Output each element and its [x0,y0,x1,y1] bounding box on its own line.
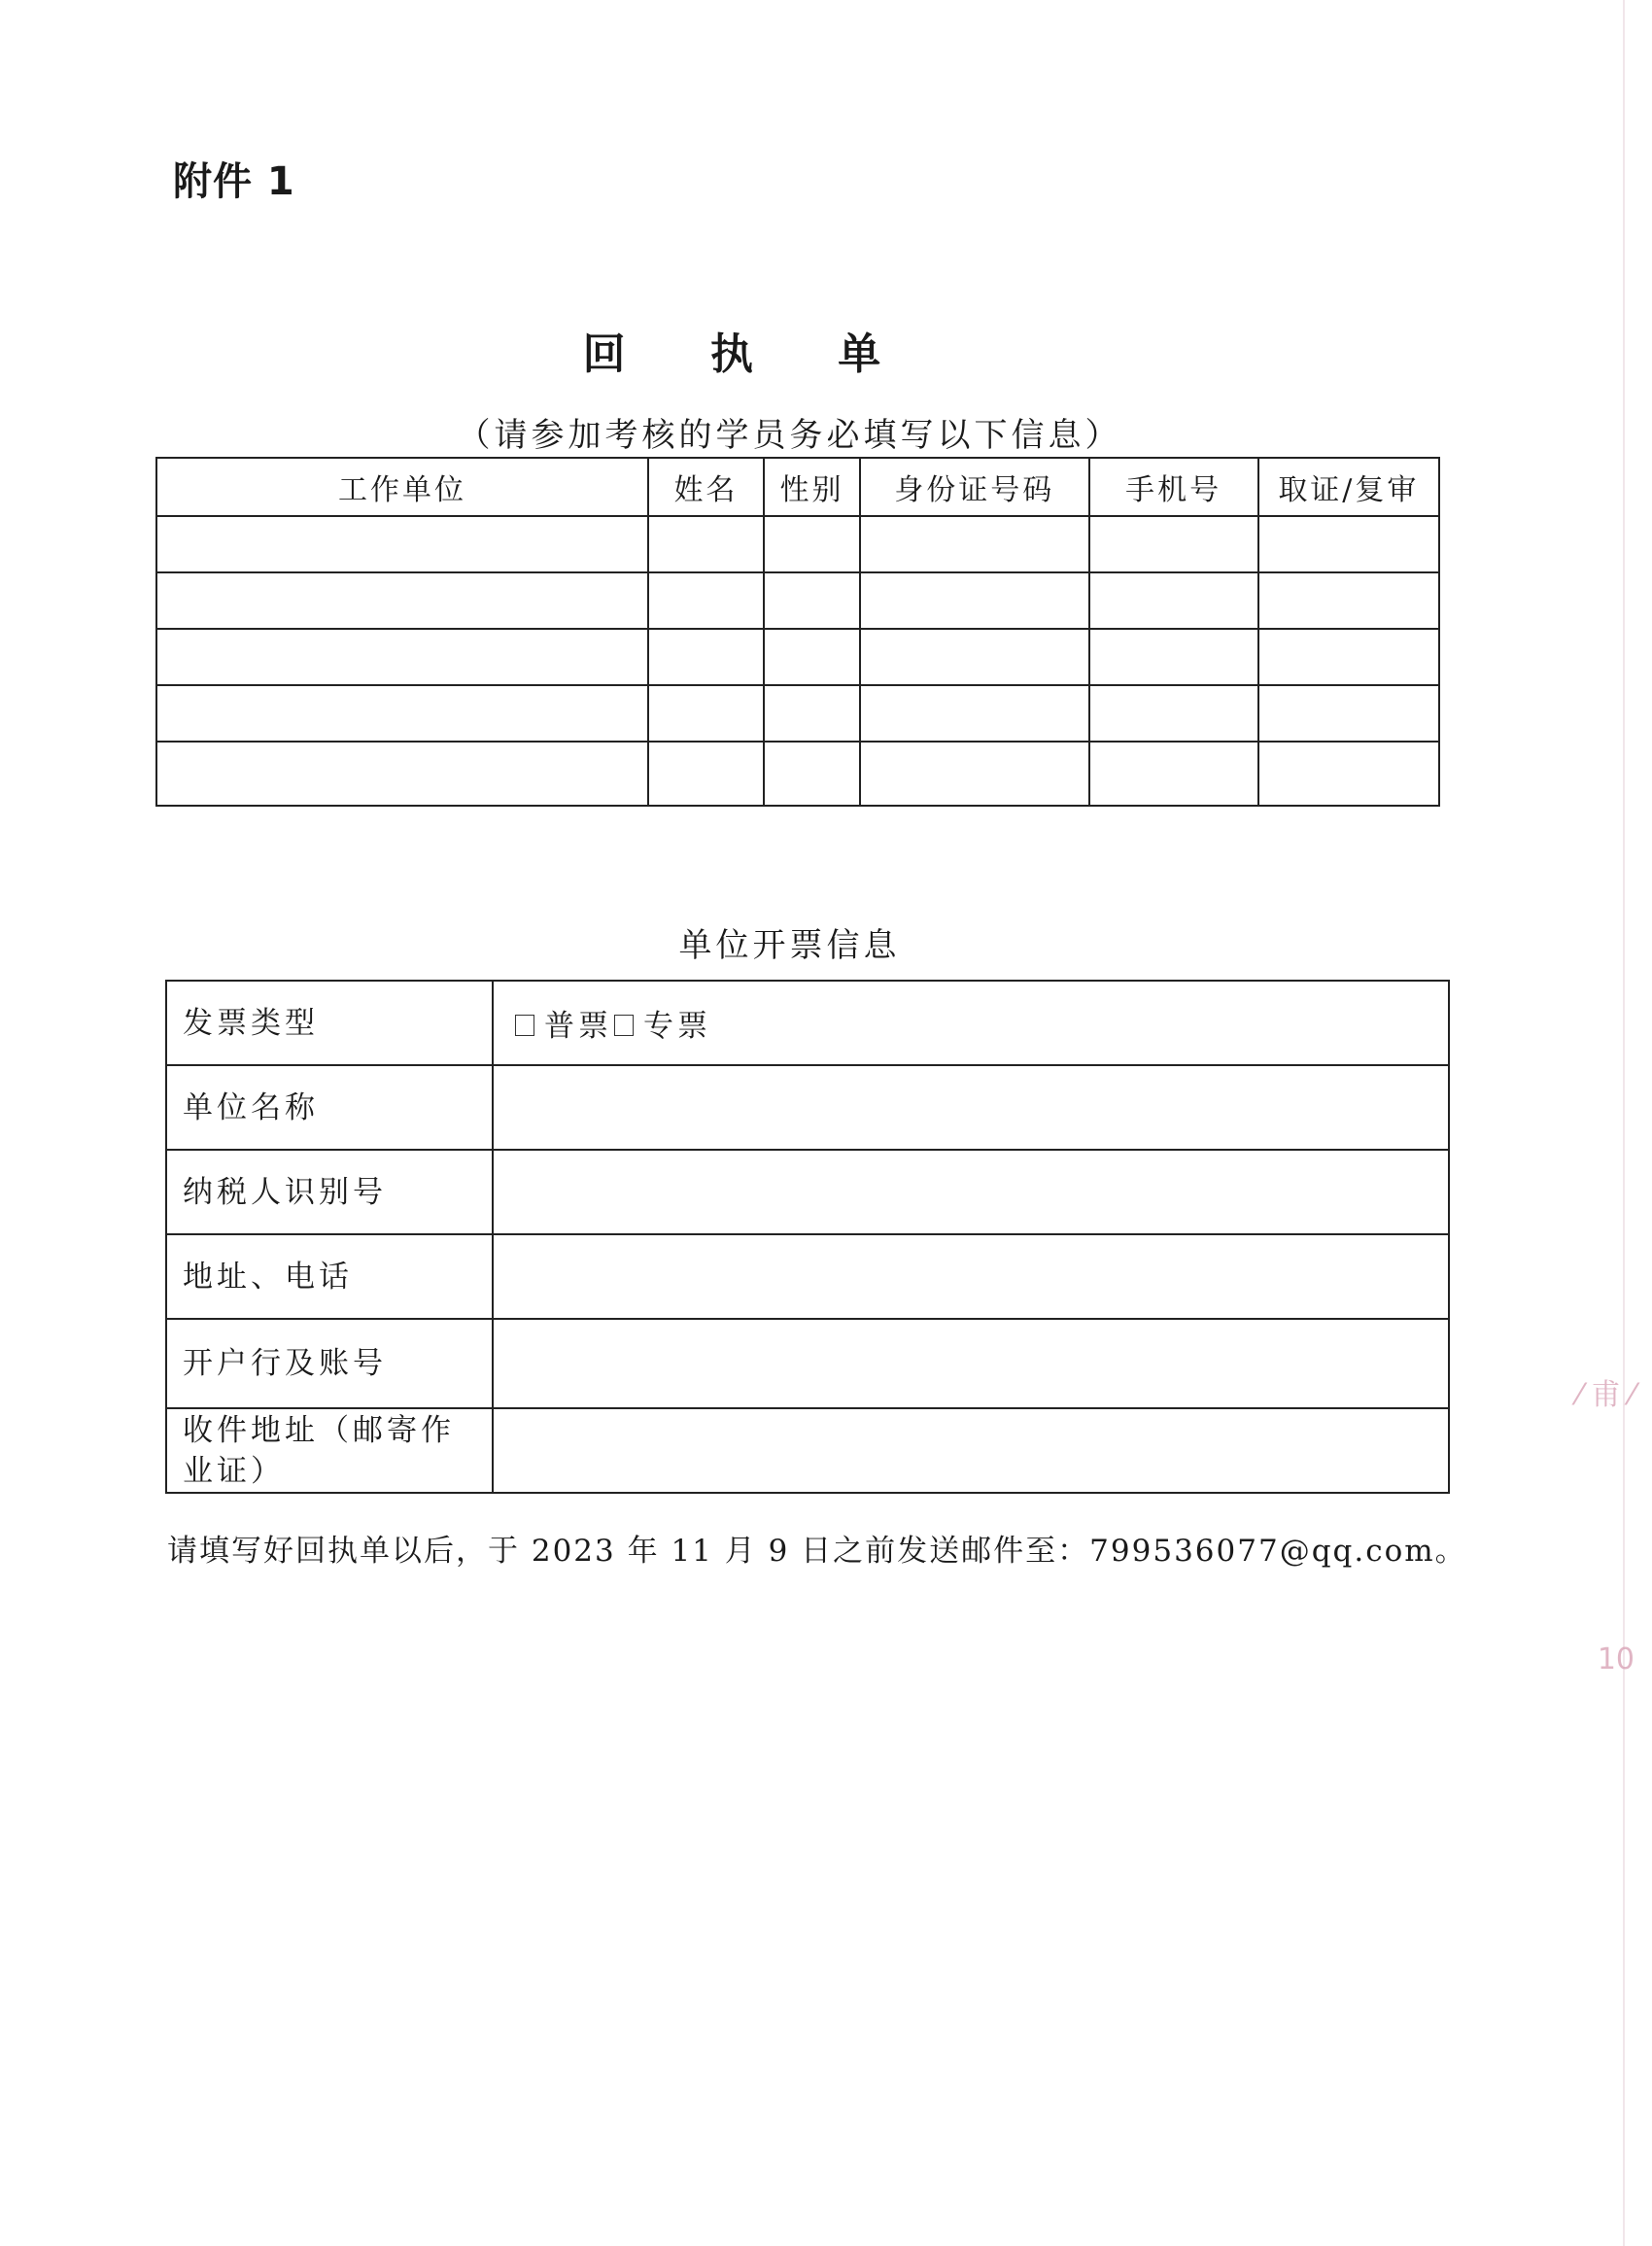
registration-row [156,572,1439,629]
registration-row [156,685,1439,742]
invoice-label-mailing: 收件地址（邮寄作业证） [166,1408,493,1493]
cell-phone[interactable] [1089,629,1258,685]
bank-account-field[interactable] [493,1319,1449,1408]
invoice-row-type [166,981,1449,1065]
invoice-label-taxid: 纳税人识别号 [166,1150,493,1234]
cell-phone[interactable] [1089,572,1258,629]
cell-cert-type[interactable] [1258,685,1439,742]
special-invoice-checkbox[interactable] [614,1015,634,1036]
cell-phone[interactable] [1089,516,1258,572]
registration-row [156,742,1439,806]
header-phone: 手机号 [1089,458,1258,516]
page-title: 回 执 单 [582,329,916,379]
tax-id-field[interactable] [493,1150,1449,1234]
invoice-label-address-phone: 地址、电话 [166,1234,493,1319]
cell-gender[interactable] [764,516,860,572]
invoice-row-company [166,1065,1449,1150]
invoice-row-taxid [166,1150,1449,1234]
cell-cert-type[interactable] [1258,742,1439,806]
cell-gender[interactable] [764,685,860,742]
invoice-label-company: 单位名称 [166,1065,493,1150]
registration-table [155,457,1440,807]
cell-name[interactable] [648,629,764,685]
cell-work-unit[interactable] [156,685,648,742]
cell-phone[interactable] [1089,685,1258,742]
header-gender: 性别 [764,458,860,516]
cell-id-number[interactable] [860,742,1088,806]
submission-note: 请填写好回执单以后，于 2023 年 11 月 9 日之前发送邮件至：799536077@qq.com。 [167,1534,1467,1569]
stamp-fragment: ⁄ 甫 ⁄ [1576,1378,1635,1412]
header-name: 姓名 [648,458,764,516]
invoice-row-address-phone [166,1234,1449,1319]
cell-phone[interactable] [1089,742,1258,806]
cell-work-unit[interactable] [156,742,648,806]
cell-id-number[interactable] [860,516,1088,572]
mailing-address-field[interactable] [493,1408,1449,1493]
general-invoice-checkbox[interactable] [515,1015,534,1036]
header-id-number: 身份证号码 [860,458,1088,516]
invoice-table [165,980,1450,1494]
cell-work-unit[interactable] [156,629,648,685]
general-invoice-label: 普票 [544,1009,612,1044]
cell-id-number[interactable] [860,572,1088,629]
cell-cert-type[interactable] [1258,572,1439,629]
cell-work-unit[interactable] [156,572,648,629]
invoice-label-type: 发票类型 [166,981,493,1065]
cell-name[interactable] [648,516,764,572]
attachment-label: 附件 1 [173,159,295,204]
registration-row [156,629,1439,685]
cell-id-number[interactable] [860,629,1088,685]
invoice-label-bank: 开户行及账号 [166,1319,493,1408]
cell-cert-type[interactable] [1258,629,1439,685]
cell-work-unit[interactable] [156,516,648,572]
cell-name[interactable] [648,685,764,742]
header-work-unit: 工作单位 [156,458,648,516]
cell-id-number[interactable] [860,685,1088,742]
cell-gender[interactable] [764,629,860,685]
registration-header-row [156,458,1439,516]
registration-row [156,516,1439,572]
header-cert-type: 取证/复审 [1258,458,1439,516]
cell-gender[interactable] [764,742,860,806]
special-invoice-label: 专票 [643,1009,711,1044]
company-name-field[interactable] [493,1065,1449,1150]
stamp-fragment-lower: 10 [1597,1642,1635,1676]
address-phone-field[interactable] [493,1234,1449,1319]
invoice-section-title: 单位开票信息 [678,926,901,965]
page-subtitle: （请参加考核的学员务必填写以下信息） [457,416,1122,455]
cell-gender[interactable] [764,572,860,629]
page-edge-shadow [1623,0,1625,2246]
invoice-row-mailing [166,1408,1449,1493]
cell-name[interactable] [648,572,764,629]
cell-cert-type[interactable] [1258,516,1439,572]
invoice-row-bank [166,1319,1449,1408]
invoice-type-options [493,981,1449,1065]
cell-name[interactable] [648,742,764,806]
